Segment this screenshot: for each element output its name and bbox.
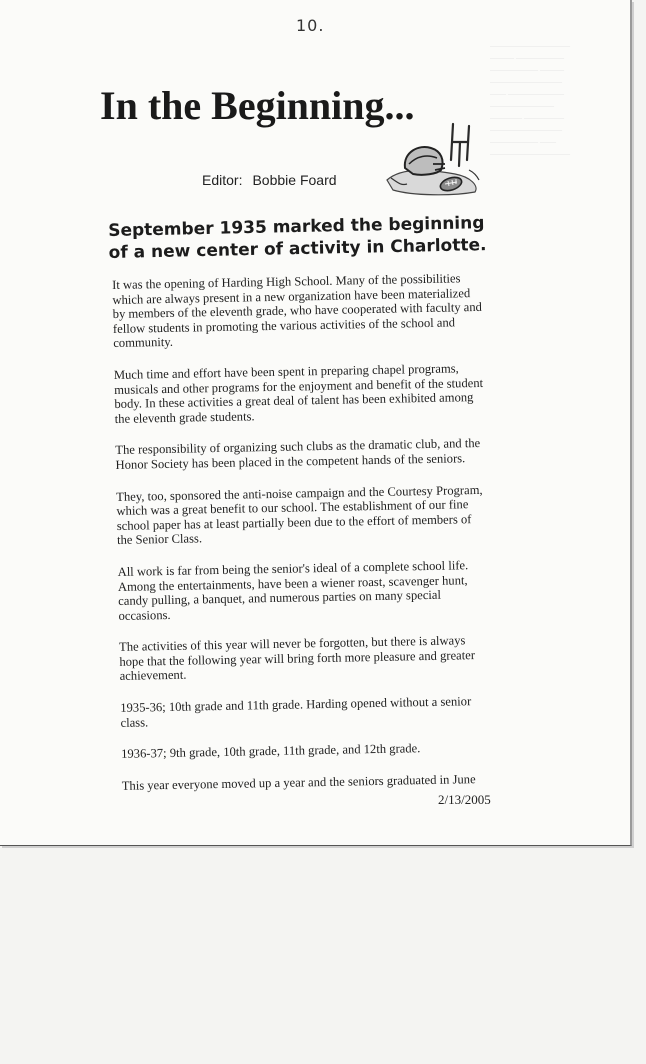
document-date: 2/13/2005 bbox=[438, 792, 491, 807]
article-paragraph: 1935-36; 10th grade and 11th grade. Harding opened without a senior class. bbox=[120, 694, 472, 730]
reverse-side-bleed-through: —————————— ——— —————— —————— ——— ————————— —— ——————— ———————— ———— ————— ————————— —————— —— —————————— bbox=[490, 41, 570, 158]
article-headline: September 1935 marked the beginning of a new center of activity in Charlotte. bbox=[108, 213, 487, 263]
handwritten-page-number: 10. bbox=[296, 16, 325, 35]
article-paragraph: It was the opening of Harding High School. Many of the possibilities which are always present in a new organization have been materialized by members of the eleventh grade, who have cooperated with faculty and fellow students in promoting the various activities of the school and community. bbox=[112, 271, 483, 351]
editor-credit bbox=[202, 172, 337, 188]
editor-label: Editor: bbox=[202, 172, 243, 188]
article-paragraph: 1936-37; 9th grade, 10th grade, 11th grade, and 12th grade. bbox=[121, 741, 421, 762]
article-paragraph: This year everyone moved up a year and the seniors graduated in June bbox=[121, 771, 476, 793]
page-title: In the Beginning... bbox=[100, 83, 415, 128]
editor-name: Bobbie Foard bbox=[252, 172, 337, 188]
football-helmet-goalpost-icon bbox=[383, 120, 483, 198]
article-paragraph: The responsibility of organizing such clubs as the dramatic club, and the Honor Society has been placed in the competent hands of the seniors. bbox=[115, 436, 481, 472]
article-paragraph: Much time and effort have been spent in preparing chapel programs, musicals and other programs for the enjoyment and benefit of the student body. In these activities a great deal of talent has been exhibited among the eleventh grade students. bbox=[113, 361, 484, 426]
article-paragraph: The activities of this year will never be forgotten, but there is always hope that the following year will bring forth more pleasure and greater achievement. bbox=[118, 633, 476, 684]
article-paragraph: They, too, sponsored the anti-noise campaign and the Courtesy Program, which was a great benefit to our school. The establishment of our fine school paper has at least partially been due to the effort of members of the Senior Class. bbox=[116, 482, 483, 548]
article-body bbox=[112, 271, 492, 810]
article-paragraph: All work is far from being the senior's ideal of a complete school life. Among the entertainments, have been a wiener roast, scavenger hunt, candy pulling, a banquet, and numerous parties on many special occasions. bbox=[117, 558, 469, 623]
